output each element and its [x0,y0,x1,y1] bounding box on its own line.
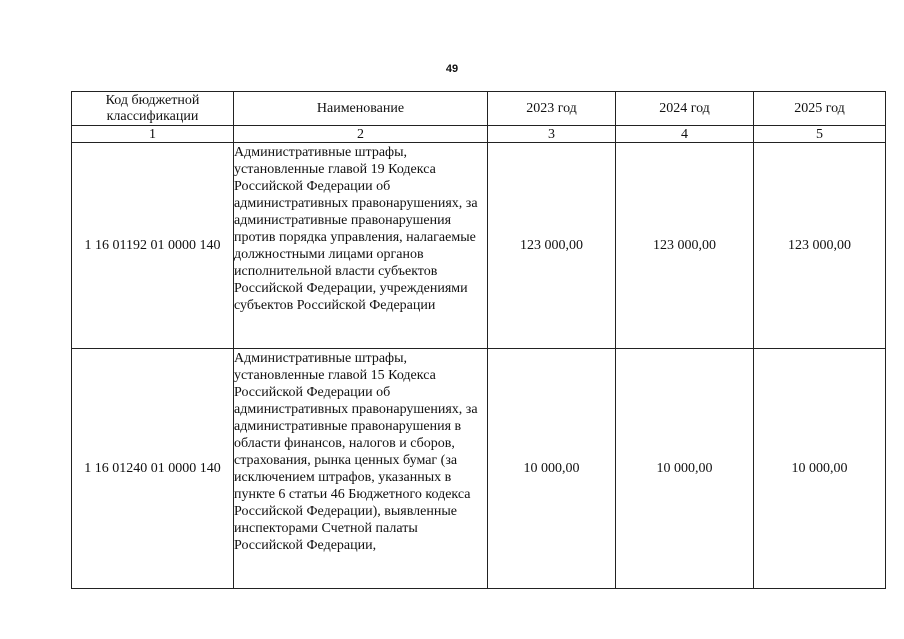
column-number-3: 3 [488,126,616,143]
header-code: Код бюджетной классификации [72,92,234,126]
column-number-2: 2 [234,126,488,143]
budget-revenue-table [71,91,886,589]
column-number-4: 4 [616,126,754,143]
row-amount-2023: 10 000,00 [488,349,616,589]
header-2025: 2025 год [754,92,886,126]
column-number-row [72,126,886,143]
row-amount-2024: 123 000,00 [616,143,754,349]
table-row [72,349,886,589]
column-number-5: 5 [754,126,886,143]
row-amount-2025: 10 000,00 [754,349,886,589]
table-header-row [72,92,886,126]
row-amount-2025: 123 000,00 [754,143,886,349]
page-number: 49 [445,63,459,75]
row-name: Административные штрафы, установленные главой 15 Кодекса Российской Федерации об административных правонарушениях, за административные правонарушения в области финансов, налогов и сборов, страхования, рынка ценных бумаг (за исключением штрафов, указанных в пункте 6 статьи 46 Бюджетного кодекса Российской Федерации), выявленные инспекторами Счетной палаты Российской Федерации, [234,350,478,553]
row-amount-2024: 10 000,00 [616,349,754,589]
header-2024: 2024 год [616,92,754,126]
row-code: 1 16 01192 01 0000 140 [72,143,234,349]
row-name-cell [234,349,488,589]
row-code: 1 16 01240 01 0000 140 [72,349,234,589]
row-name: Административные штрафы, установленные главой 19 Кодекса Российской Федерации об административных правонарушениях, за административные правонарушения против порядка управления, налагаемые должностными лицами органов исполнительной власти субъектов Российской Федерации, учреждениями субъектов Российской Федерации [234,144,478,313]
column-number-1: 1 [72,126,234,143]
row-name-cell [234,143,488,349]
header-2023: 2023 год [488,92,616,126]
table-row [72,143,886,349]
row-amount-2023: 123 000,00 [488,143,616,349]
header-name: Наименование [234,92,488,126]
